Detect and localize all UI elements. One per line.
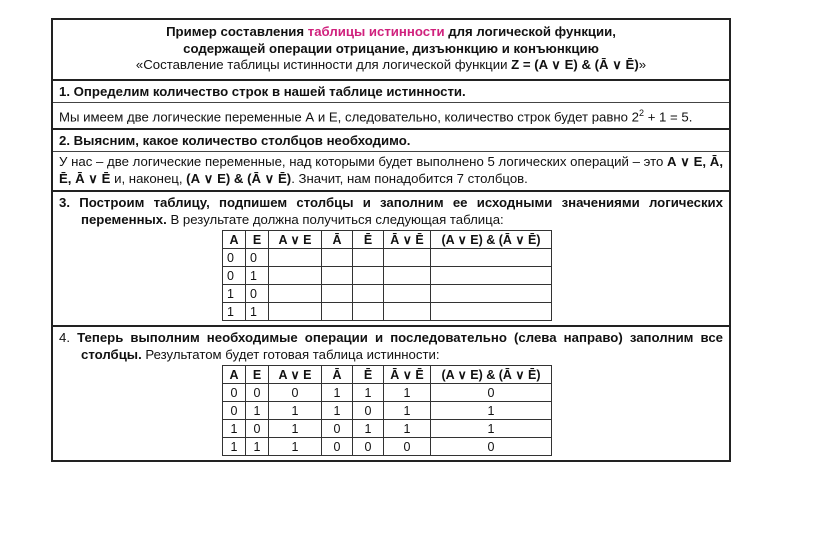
step-3-section: [53, 192, 729, 327]
final-table-cell: 1: [353, 384, 384, 402]
initial-table-cell: 0: [223, 267, 246, 285]
initial-table-cell: 0: [246, 285, 269, 303]
final-table-cell: 0: [353, 402, 384, 420]
final-table-row: [223, 384, 552, 402]
initial-table-cell: [384, 285, 431, 303]
initial-table-cell: [269, 249, 322, 267]
initial-table-cell: [322, 267, 353, 285]
initial-table-cell: [269, 267, 322, 285]
function-formula: Z = (A ∨ E) & (Ā ∨ Ē): [511, 57, 639, 72]
final-table-cell: 1: [322, 384, 353, 402]
final-table-cell: 0: [353, 438, 384, 456]
initial-table-cell: [431, 303, 552, 321]
step-3-title: 3. Построим таблицу, подпишем столбцы и заполним ее исходными значениями логических переменных. В результате должна получиться следующая таблица:: [59, 195, 723, 227]
final-truth-table: [222, 365, 552, 456]
final-table-cell: 1: [269, 438, 322, 456]
truth-table-example: [51, 18, 731, 462]
initial-table-row: [223, 267, 552, 285]
step-2-section: [53, 130, 729, 192]
final-table-header-cell: Ā ∨ Ē: [384, 366, 431, 384]
step-4-section: [53, 327, 729, 460]
step-1-section: [53, 81, 729, 131]
final-table-cell: 0: [431, 384, 552, 402]
step-2-title: 2. Выясним, какое количество столбцов необходимо.: [53, 130, 729, 152]
final-table-cell: 1: [353, 420, 384, 438]
initial-table-row: [223, 285, 552, 303]
initial-table-cell: [431, 249, 552, 267]
final-table-cell: 1: [269, 420, 322, 438]
final-table-cell: 1: [384, 420, 431, 438]
final-table-cell: 1: [223, 438, 246, 456]
initial-table-header-cell: (A ∨ E) & (Ā ∨ Ē): [431, 231, 552, 249]
initial-table-cell: [322, 285, 353, 303]
step-1-text: Мы имеем две логические переменные А и Е, следовательно, количество строк будет равно $2^2 + 1 = 5$.: [59, 107, 693, 124]
final-table-header-cell: Ā: [322, 366, 353, 384]
header-line-3: «Составление таблицы истинности для логической функции Z = (A ∨ E) & (Ā ∨ Ē)»: [135, 57, 647, 72]
final-table-cell: 0: [322, 438, 353, 456]
final-table-cell: 1: [431, 402, 552, 420]
initial-table-cell: [269, 303, 322, 321]
initial-table-cell: 1: [246, 303, 269, 321]
initial-table-cell: [353, 267, 384, 285]
final-table-row: [223, 438, 552, 456]
final-table-cell: 1: [322, 402, 353, 420]
final-table-cell: 0: [246, 420, 269, 438]
initial-truth-table: [222, 230, 552, 321]
initial-table-cell: 1: [223, 303, 246, 321]
final-table-cell: 1: [246, 438, 269, 456]
initial-table-cell: 0: [223, 249, 246, 267]
final-table-header-cell: E: [246, 366, 269, 384]
initial-table-cell: [384, 303, 431, 321]
initial-table-cell: [384, 249, 431, 267]
initial-table-cell: [269, 285, 322, 303]
final-table-cell: 1: [246, 402, 269, 420]
final-table-cell: 1: [384, 384, 431, 402]
final-table-cell: 0: [431, 438, 552, 456]
initial-table-cell: 1: [246, 267, 269, 285]
initial-table-cell: [322, 303, 353, 321]
initial-table-cell: [384, 267, 431, 285]
initial-table-cell: [431, 285, 552, 303]
initial-table-row: [223, 303, 552, 321]
initial-table-cell: 0: [246, 249, 269, 267]
initial-table-header-cell: Ā ∨ Ē: [384, 231, 431, 249]
step-1-title: 1. Определим количество строк в нашей таблице истинности.: [53, 81, 729, 103]
initial-table-cell: [353, 285, 384, 303]
initial-table-header-cell: E: [246, 231, 269, 249]
highlighted-term: таблицы истинности: [307, 24, 445, 39]
final-table-cell: 0: [322, 420, 353, 438]
final-table-header-cell: A: [223, 366, 246, 384]
initial-table-cell: [322, 249, 353, 267]
initial-table-header-cell: Ē: [353, 231, 384, 249]
initial-table-row: [223, 249, 552, 267]
final-table-header-cell: A ∨ E: [269, 366, 322, 384]
initial-table-cell: [353, 249, 384, 267]
final-table-header-cell: Ē: [353, 366, 384, 384]
header-line-2: содержащей операции отрицание, дизъюнкцию и конъюнкцию: [183, 40, 599, 56]
step-2-text: У нас – две логические переменные, над которыми будет выполнено 5 логических операций – это А ∨ Е, Ā, Ē, Ā ∨ Ē и, наконец, (А ∨ Е) & (Ā ∨ Ē). Значит, нам понадобится 7 столбцов.: [59, 154, 723, 186]
initial-table-cell: 1: [223, 285, 246, 303]
final-table-cell: 0: [246, 384, 269, 402]
document-header: [53, 20, 729, 81]
final-table-cell: 1: [384, 402, 431, 420]
initial-table-cell: [353, 303, 384, 321]
final-table-row: [223, 420, 552, 438]
initial-table-header-cell: A ∨ E: [269, 231, 322, 249]
initial-table-header-cell: A: [223, 231, 246, 249]
initial-table-header-cell: Ā: [322, 231, 353, 249]
initial-table-cell: [431, 267, 552, 285]
final-table-cell: 1: [223, 420, 246, 438]
header-line-1: Пример составления таблицы истинности для логической функции,: [166, 24, 616, 39]
final-table-cell: 0: [269, 384, 322, 402]
final-table-row: [223, 402, 552, 420]
step-4-title: 4. Теперь выполним необходимые операции и последовательно (слева направо) заполним все столбцы. Результатом будет готовая таблица истинности:: [59, 330, 723, 362]
final-table-cell: 0: [223, 384, 246, 402]
final-table-cell: 0: [223, 402, 246, 420]
final-table-header-cell: (A ∨ E) & (Ā ∨ Ē): [431, 366, 552, 384]
final-table-cell: 1: [431, 420, 552, 438]
final-table-cell: 1: [269, 402, 322, 420]
final-table-cell: 0: [384, 438, 431, 456]
